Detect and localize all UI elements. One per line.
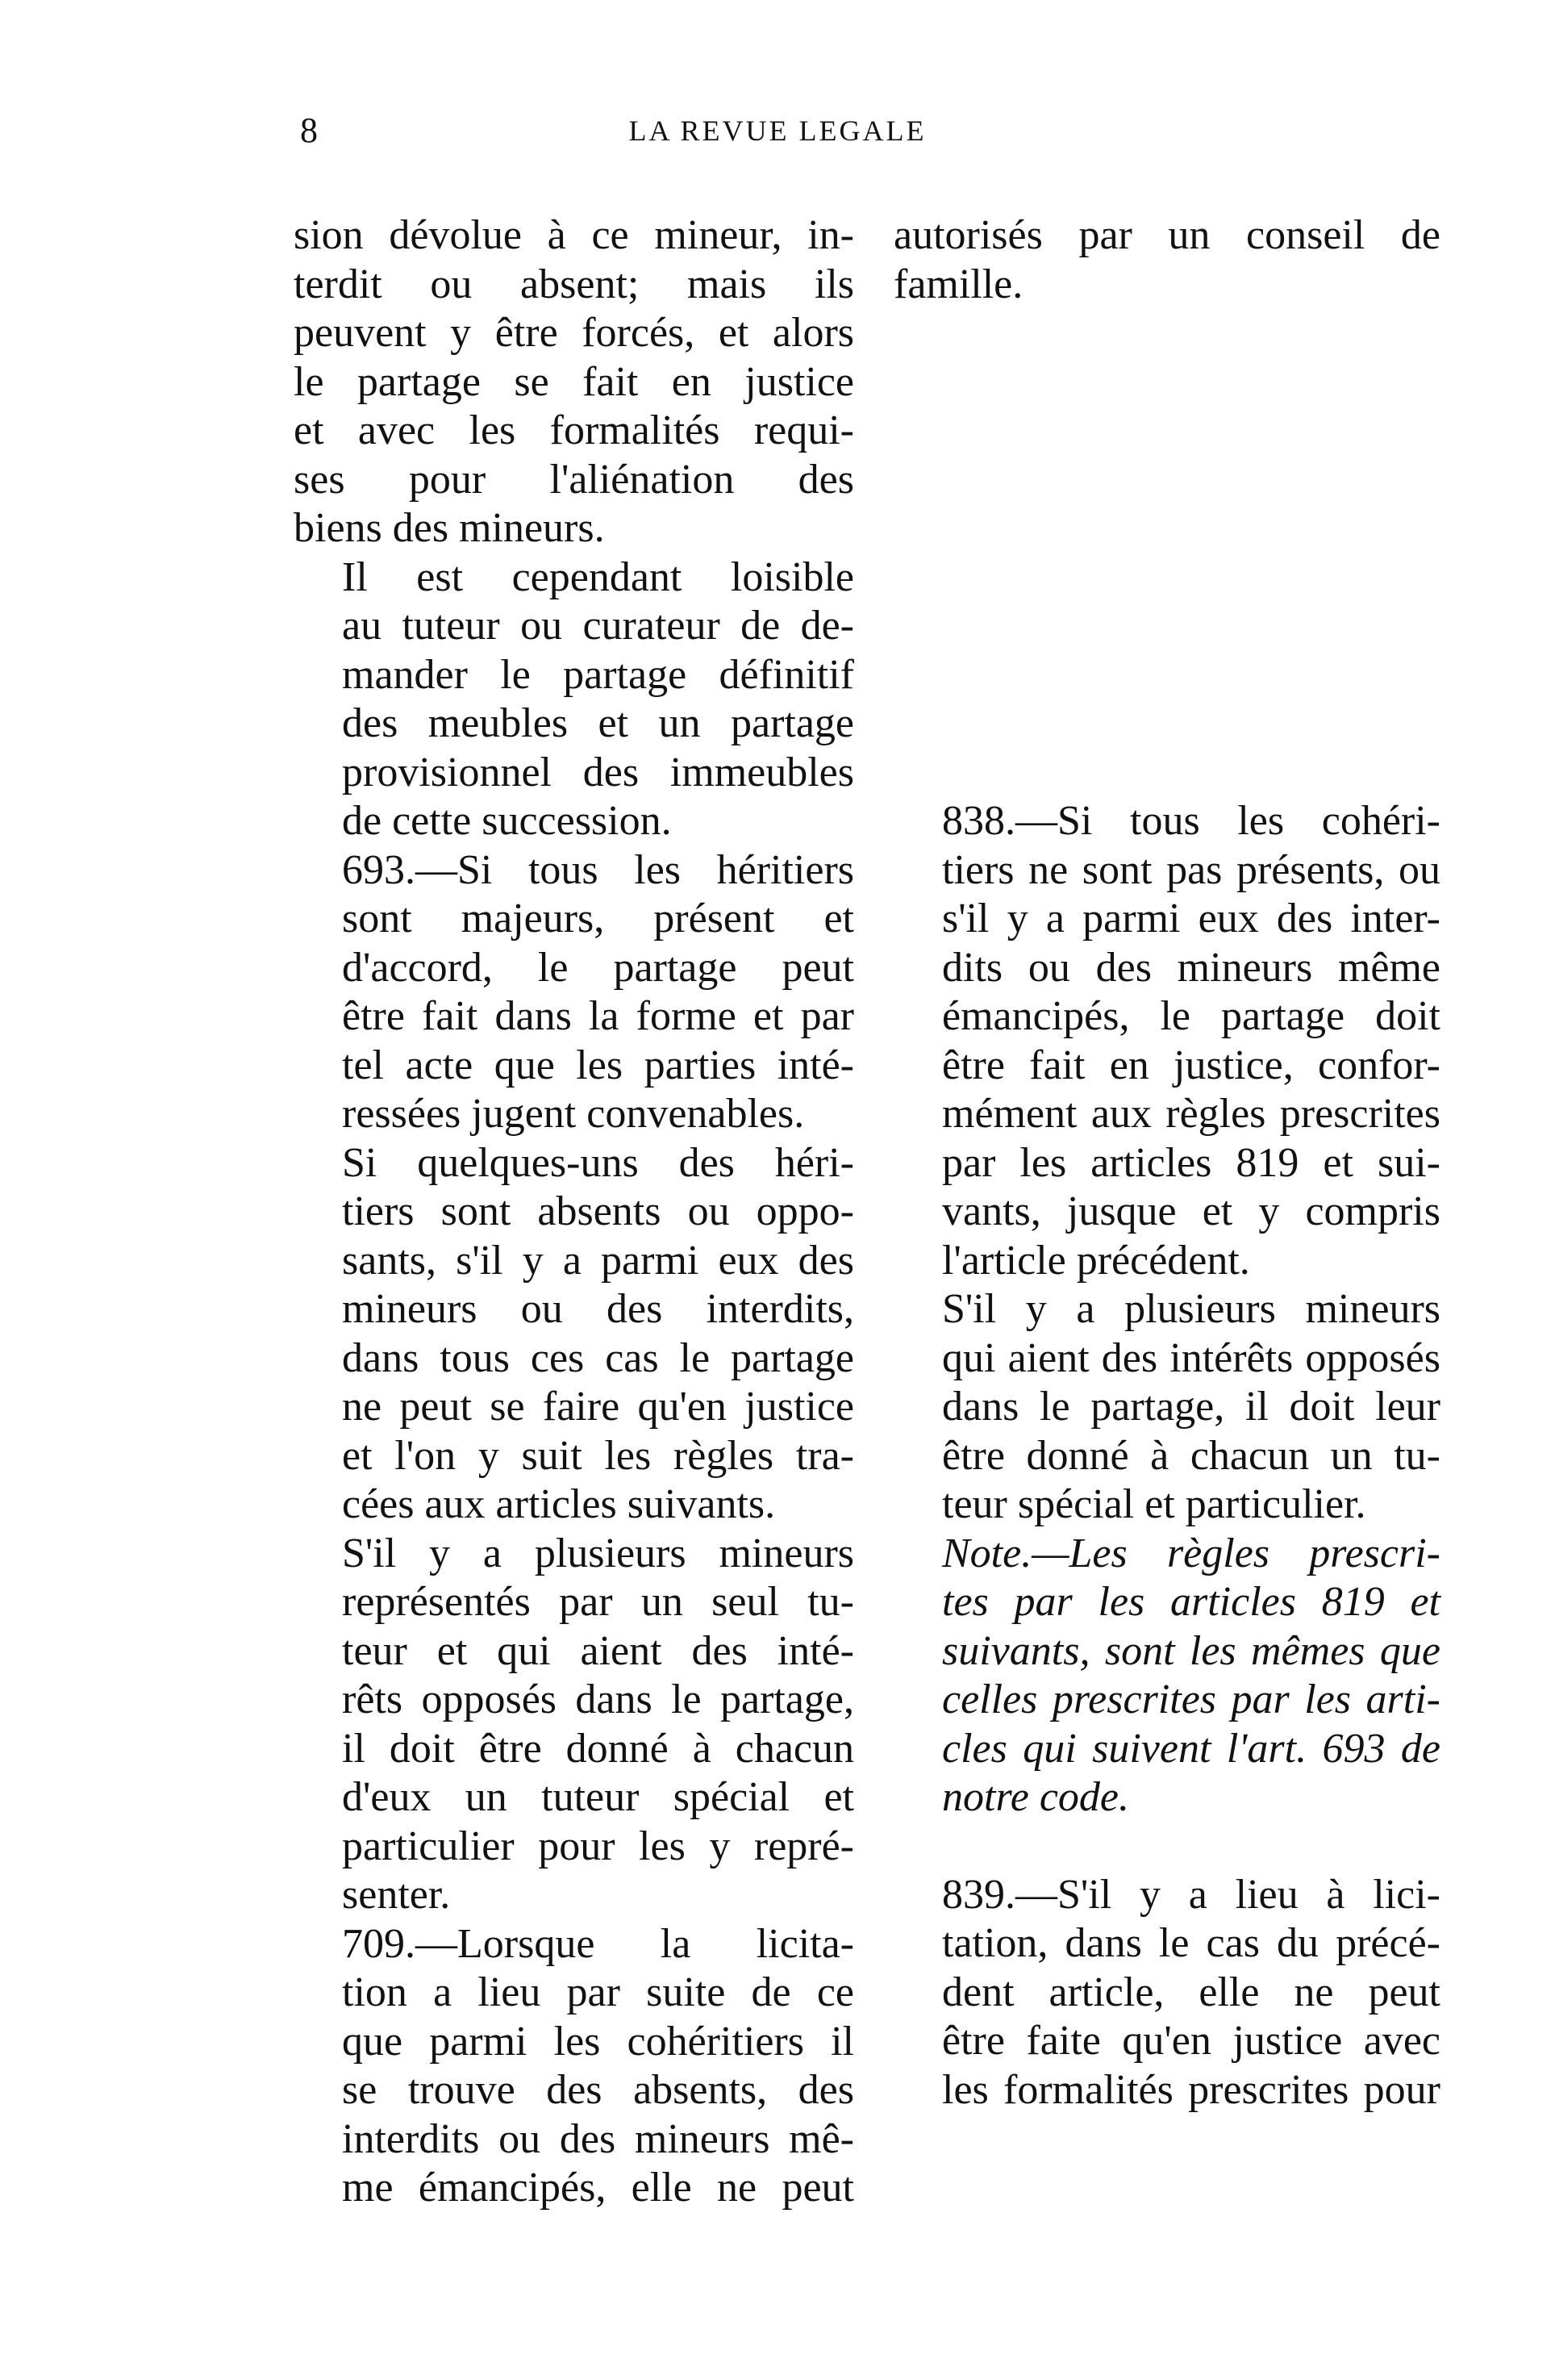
text-line: Il est cependant loisible	[342, 553, 854, 600]
text-line: autorisés par un conseil de	[894, 212, 1440, 258]
text-line: tes par les articles 819 et	[942, 1579, 1440, 1625]
page-number: 8	[300, 111, 318, 150]
text-line: peuvent y être forcés, et alors	[294, 310, 854, 356]
text-line: tion a lieu par suite de ce	[342, 1969, 854, 2015]
text-line: il doit être donné à chacun	[342, 1725, 854, 1772]
text-line: 839.—S'il y a lieu à lici-	[942, 1871, 1440, 1918]
text-line: émancipés, le partage doit	[942, 993, 1440, 1039]
text-line: S'il y a plusieurs mineurs	[942, 1286, 1440, 1332]
text-line: me émancipés, elle ne peut	[342, 2165, 854, 2211]
text-line: le partage se fait en justice	[294, 358, 854, 405]
right-paragraph-3	[894, 1285, 1440, 1530]
page-header	[0, 106, 1555, 155]
text-line: qui aient des intérêts opposés	[942, 1334, 1440, 1381]
text-line: S'il y a plusieurs mineurs	[342, 1530, 854, 1576]
text-line: mément aux règles prescrites	[942, 1091, 1440, 1137]
text-line: mander le partage définitif	[342, 651, 854, 698]
text-line: tiers sont absents ou oppo-	[342, 1188, 854, 1234]
text-line: s'il y a parmi eux des inter-	[942, 896, 1440, 942]
text-line: que parmi les cohéritiers il	[342, 2018, 854, 2065]
text-line: 693.—Si tous les héritiers	[342, 846, 854, 893]
note	[894, 1530, 1440, 1823]
text-line: être fait en justice, confor-	[942, 1042, 1440, 1088]
text-line: au tuteur ou curateur de de-	[342, 603, 854, 649]
text-line: provisionnel des immeubles	[342, 749, 854, 795]
text-line: biens des mineurs.	[294, 505, 605, 551]
text-line: représentés par un seul tu-	[342, 1579, 854, 1625]
text-line: cles qui suivent l'art. 693 de	[942, 1725, 1440, 1772]
text-line: ressées jugent convenables.	[342, 1091, 805, 1137]
text-line: d'eux un tuteur spécial et	[342, 1774, 854, 1820]
text-line: suivants, sont les mêmes que	[942, 1627, 1440, 1674]
text-line: dent article, elle ne peut	[942, 1969, 1440, 2015]
text-line: famille.	[894, 261, 1023, 307]
text-line: notre code.	[942, 1774, 1129, 1820]
text-line: teur et qui aient des inté-	[342, 1627, 854, 1674]
text-line: ne peut se faire qu'en justice	[342, 1384, 854, 1430]
article-693	[294, 846, 854, 1139]
article-838	[894, 797, 1440, 1285]
left-paragraph-4	[294, 1139, 854, 1530]
text-line: teur spécial et particulier.	[942, 1481, 1366, 1527]
text-line: interdits ou des mineurs mê-	[342, 2115, 854, 2162]
left-paragraph-2	[294, 553, 854, 846]
text-line: cées aux articles suivants.	[342, 1481, 776, 1527]
text-line: 838.—Si tous les cohéri-	[942, 798, 1440, 844]
text-line: mineurs ou des interdits,	[342, 1286, 854, 1332]
right-paragraph-1	[894, 211, 1440, 309]
text-line: des meubles et un partage	[342, 700, 854, 746]
text-line: tel acte que les parties inté-	[342, 1042, 854, 1088]
text-line: sants, s'il y a parmi eux des	[342, 1237, 854, 1284]
text-line: terdit ou absent; mais ils	[294, 261, 854, 307]
text-line: de cette succession.	[342, 798, 672, 844]
column-gap	[894, 309, 1440, 797]
text-line: d'accord, le partage peut	[342, 944, 854, 991]
text-line: et l'on y suit les règles tra-	[342, 1432, 854, 1479]
text-line: Si quelques-uns des héri-	[342, 1139, 854, 1186]
text-line: l'article précédent.	[942, 1237, 1250, 1284]
text-line: être faite qu'en justice avec	[942, 2018, 1440, 2064]
text-line: particulier pour les y repré-	[342, 1823, 854, 1869]
left-column	[294, 211, 854, 2213]
text-line: dans le partage, il doit leur	[942, 1384, 1440, 1430]
text-line: Note.—Les règles prescri-	[942, 1530, 1440, 1576]
text-line: et avec les formalités requi-	[294, 407, 854, 453]
text-line: vants, jusque et y compris	[942, 1188, 1440, 1234]
text-line: dans tous ces cas le partage	[342, 1334, 854, 1381]
text-line: tiers ne sont pas présents, ou	[942, 846, 1440, 893]
text-line: sont majeurs, présent et	[342, 896, 854, 942]
left-paragraph-1	[294, 211, 854, 553]
text-line: les formalités prescrites pour	[942, 2066, 1440, 2113]
text-line: ses pour l'aliénation des	[294, 456, 854, 503]
text-line: se trouve des absents, des	[342, 2067, 854, 2113]
text-line: 709.—Lorsque la licita-	[342, 1920, 854, 1967]
text-line: senter.	[342, 1872, 451, 1918]
text-line: rêts opposés dans le partage,	[342, 1676, 854, 1722]
text-line: dits ou des mineurs même	[942, 944, 1440, 991]
text-line: sion dévolue à ce mineur, in-	[294, 212, 854, 258]
text-line: tation, dans le cas du précé-	[942, 1920, 1440, 1966]
column-gap	[894, 1823, 1440, 1871]
right-column	[894, 211, 1440, 2115]
text-line: par les articles 819 et sui-	[942, 1139, 1440, 1186]
article-839	[894, 1871, 1440, 2115]
text-line: celles prescrites par les arti-	[942, 1676, 1440, 1722]
running-title: LA REVUE LEGALE	[628, 115, 927, 147]
text-line: être fait dans la forme et par	[342, 993, 854, 1039]
article-709	[294, 1920, 854, 2213]
left-paragraph-5	[294, 1530, 854, 1920]
text-line: être donné à chacun un tu-	[942, 1432, 1440, 1479]
